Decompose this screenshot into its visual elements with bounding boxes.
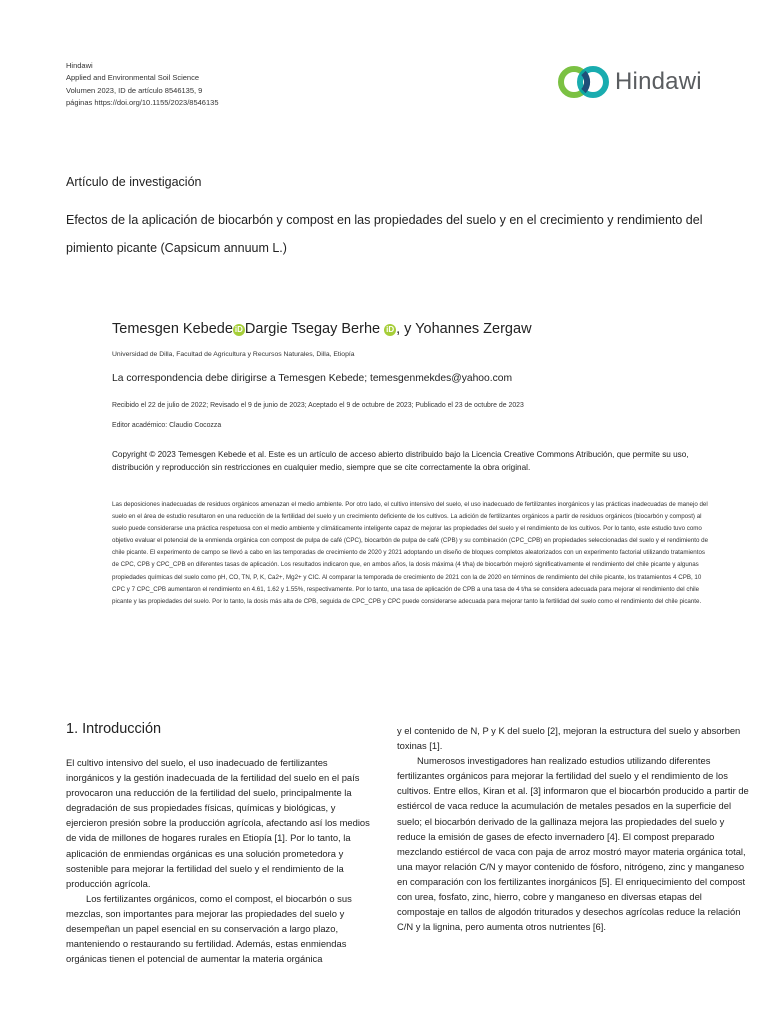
right-column: [397, 723, 752, 934]
author-name[interactable]: Temesgen Kebede: [112, 321, 233, 337]
doi-info: páginas https://doi.org/10.1155/2023/8546135: [66, 98, 219, 108]
hindawi-logo: [557, 64, 702, 100]
affiliation: Universidad de Dilla, Facultad de Agricultura y Recursos Naturales, Dilla, Etiopía: [112, 351, 355, 358]
academic-editor: Editor académico: Claudio Cocozza: [112, 422, 222, 429]
left-column: [66, 755, 371, 966]
paragraph: Los fertilizantes orgánicos, como el compost, el biocarbón o sus mezclas, son importantes para mejorar las propiedades del suelo y desempeñan un papel esencial en su conservación a largo plazo, manteniendo o restaurando su fertilidad. Además, estas enmiendas orgánicas tienen el potencial de aumentar la materia orgánica: [66, 892, 352, 965]
orcid-icon[interactable]: iD: [234, 325, 243, 334]
section-heading: 1. Introducción: [66, 721, 162, 737]
volume-info: Volumen 2023, ID de artículo 8546135, 9: [66, 85, 203, 95]
author-name[interactable]: Dargie Tsegay Berhe: [244, 321, 381, 337]
publication-dates: Recibido el 22 de julio de 2022; Revisado el 9 de junio de 2023; Aceptado el 9 de octubre de 2023; Publicado el 23 de octubre de 2023: [112, 402, 524, 409]
journal-name: Applied and Environmental Soil Science: [66, 73, 199, 83]
paragraph: El cultivo intensivo del suelo, el uso inadecuado de fertilizantes inorgánicos y la gestión inadecuada de la fertilidad del suelo en el país provocaron una reducción de la fertilidad del suelo, principalmente la degradación de sus propiedades físicas, químicas y biológicas, y ejercieron presión sobre la producción agrícola, afectando así los medios de vida de millones de hogares rurales en Etiopía [1]. Por lo tanto, la aplicación de enmiendas orgánicas es una solución prometedora y sostenible para mejorar la fertilidad del suelo y el rendimiento de la producción agrícola.: [66, 757, 370, 889]
article-title: Efectos de la aplicación de biocarbón y compost en las propiedades del suelo y en el crecimiento y rendimiento del pimiento picante (Capsicum annuum L.): [66, 213, 703, 255]
abstract: Las deposiciones inadecuadas de residuos orgánicos amenazan el medio ambiente. Por otro lado, el cultivo intensivo del suelo, el uso inadecuado de fertilizantes inorgánicos y las prácticas inadecuadas de manejo del suelo en el área de estudio resultaron en una reducción de la fertilidad del suelo y un crecimiento deficiente de los cultivos. La adición de fertilizantes orgánicos a partir de residuos orgánicos (biocarbón y compost) al suelo puede considerarse una práctica respetuosa con el medio ambiente y climáticamente inteligente capaz de mejorar las propiedades del suelo y el rendimiento de los cultivos. Por lo tanto, este estudio tuvo como objetivo evaluar el potencial de la enmienda orgánica con compost de pulpa de café (CPC), biocarbón de pulpa de café (CPB) y su combinación (CPC_CPB) en propiedades seleccionadas del suelo y el rendimiento de chile picante. El experimento de campo se llevó a cabo en las temporadas de crecimiento de 2020 y 2021 adoptando un diseño de bloques completos aleatorizados con un experimento factorial utilizando tratamientos de CPC, CPB y CPC_CPB en diferentes tasas de aplicación. Los resultados indicaron que, en ambos años, la dosis máxima (4 t/ha) de biocarbón mejoró significativamente el rendimiento del chile picante y algunas propiedades químicas del suelo como pH, CO, TN, P, K, Ca2+, Mg2+ y CIC. Al comparar la temporada de crecimiento de 2021 con la de 2020 en términos de rendimiento del chile picante, los tratamientos 4 CPB, 10 CPC y 7 CPC_CPB aumentaron el rendimiento en 4.61, 1.62 y 1.55%, respectivamente. Por lo tanto, una tasa de aplicación de CPB a una tasa de 4 t/ha se considera adecuada para mejorar el rendimiento del chile picante y las propiedades del suelo. Por lo tanto, la dosis más alta de CPB, seguida de CPC_CPB y CPC puede considerarse adecuada para mejorar tanto la fertilidad del suelo como el rendimiento del chile picante.: [112, 501, 709, 605]
publisher-name: Hindawi: [66, 61, 93, 70]
article-type: Artículo de investigación: [66, 175, 202, 189]
copyright-notice: Copyright © 2023 Temesgen Kebede et al. Este es un artículo de acceso abierto distribuido bajo la Licencia Creative Commons Atribución, que permite su uso, distribución y reproducción sin restricciones en cualquier medio, siempre que se cite correctamente la obra original.: [112, 450, 689, 472]
author-list: [112, 321, 532, 337]
journal-header: [66, 60, 219, 110]
logo-wordmark: Hindawi: [615, 68, 702, 95]
correspondence: La correspondencia debe dirigirse a Temesgen Kebede; temesgenmekdes@yahoo.com: [112, 373, 513, 384]
paragraph: Numerosos investigadores han realizado estudios utilizando diferentes fertilizantes orgánicos para mejorar la fertilidad del suelo y el rendimiento de los cultivos. Entre ellos, Kiran et al. [3] informaron que el biocarbón producido a partir de estiércol de vaca reduce la acumulación de metales pesados en la superficie del suelo; el biocarbón derivado de la gallinaza mejora las propiedades del suelo y reduce la emisión de gases de efecto invernadero [4]. El compost preparado mezclando estiércol de vaca con paja de arroz mostró mayor materia orgánica total, una mayor relación C/N y mayor contenido de fósforo, nitrógeno, zinc y manganeso en comparación con los fertilizantes inorgánicos [5]. El enriquecimiento del compost con urea, fosfato, zinc, hierro, cobre y manganeso en diversas etapas del compostaje en tallos de algodón triturados y desechos agrícolas reduce la relación C/N y la lignina, pero aumenta otros nutrientes [6].: [397, 755, 749, 933]
paragraph: y el contenido de N, P y K del suelo [2], mejoran la estructura del suelo y absorben toxinas [1].: [397, 725, 741, 752]
hindawi-logo-icon: [557, 64, 611, 100]
orcid-icon[interactable]: iD: [386, 325, 395, 334]
author-name: , y Yohannes Zergaw: [396, 321, 532, 337]
